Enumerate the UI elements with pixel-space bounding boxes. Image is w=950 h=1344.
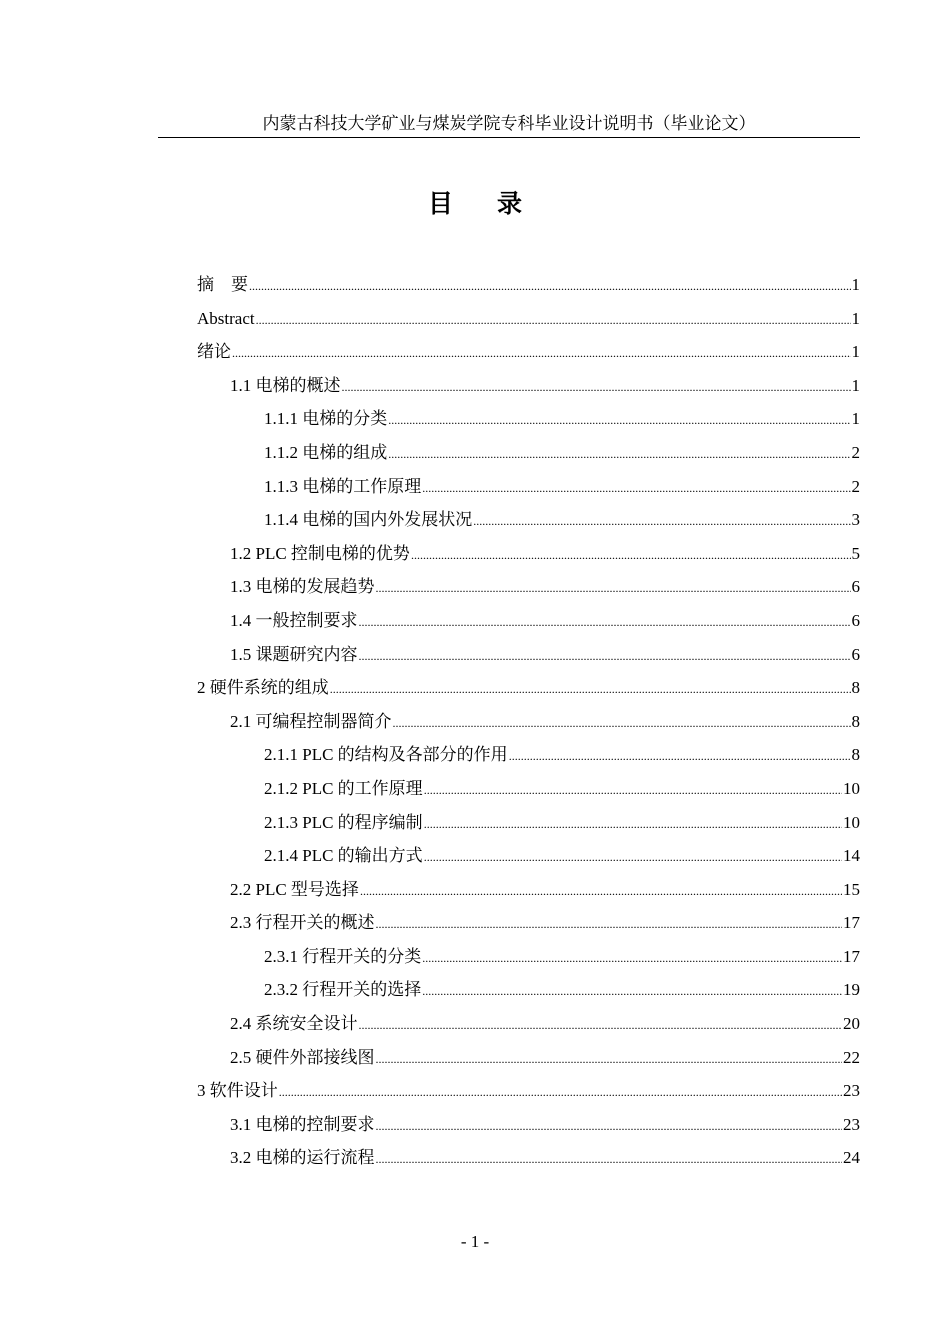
toc-leader-dots: [359, 640, 851, 674]
toc-leader-dots: [256, 304, 851, 338]
toc-leader-dots: [232, 337, 851, 371]
toc-leader-dots: [422, 975, 842, 1009]
toc-entry-page: 1: [851, 375, 860, 395]
toc-entry[interactable]: [197, 806, 860, 840]
toc-entry-label: 1.1.1 电梯的分类: [264, 409, 388, 429]
toc-leader-dots: [424, 841, 842, 875]
toc-entry[interactable]: [197, 402, 860, 436]
toc-leader-dots: [388, 404, 850, 438]
toc-leader-dots: [342, 371, 851, 405]
toc-entry-label: 3.2 电梯的运行流程: [230, 1148, 375, 1168]
toc-entry-label: 2.1.4 PLC 的输出方式: [264, 846, 423, 866]
toc-entry-page: 23: [843, 1114, 860, 1134]
toc-leader-dots: [411, 539, 851, 573]
toc-entry[interactable]: [197, 302, 860, 336]
toc-entry-label: 2.4 系统安全设计: [230, 1014, 358, 1034]
toc-leader-dots: [376, 908, 843, 942]
toc-entry-page: 2: [851, 442, 860, 462]
toc-entry-label: 2.3.1 行程开关的分类: [264, 946, 422, 966]
toc-entry-label: 2.3.2 行程开关的选择: [264, 980, 422, 1000]
toc-leader-dots: [473, 505, 850, 539]
toc-entry[interactable]: [197, 973, 860, 1007]
toc-entry[interactable]: [197, 268, 860, 302]
toc-entry-label: 2.1.1 PLC 的结构及各部分的作用: [264, 745, 508, 765]
toc-entry-label: 1.1.4 电梯的国内外发展状况: [264, 510, 473, 530]
toc-leader-dots: [359, 606, 851, 640]
toc-entry-page: 5: [851, 543, 860, 563]
toc-leader-dots: [376, 1043, 843, 1077]
toc-leader-dots: [376, 1110, 843, 1144]
toc-entry[interactable]: [197, 671, 860, 705]
toc-leader-dots: [376, 572, 851, 606]
toc-entry-page: 10: [843, 778, 860, 798]
toc-leader-dots: [388, 438, 850, 472]
toc-entry-page: 1: [851, 409, 860, 429]
toc-entry[interactable]: [197, 738, 860, 772]
toc-entry-label: 摘 要: [197, 275, 248, 294]
toc-entry[interactable]: [197, 369, 860, 403]
toc-entry-label: Abstract: [197, 308, 255, 328]
toc-entry-label: 1.1.3 电梯的工作原理: [264, 476, 422, 496]
toc-entry-label: 2.1 可编程控制器简介: [230, 711, 392, 731]
toc-leader-dots: [393, 707, 851, 741]
toc-leader-dots: [509, 740, 851, 774]
toc-entry-page: 22: [843, 1047, 860, 1067]
toc-entry-page: 6: [851, 644, 860, 664]
toc-entry[interactable]: [197, 1007, 860, 1041]
toc-entry-label: 1.2 PLC 控制电梯的优势: [230, 543, 410, 563]
toc-entry-label: 3 软件设计: [197, 1081, 278, 1101]
toc-entry-page: 20: [843, 1014, 860, 1034]
toc-entry[interactable]: [197, 1041, 860, 1075]
toc-entry[interactable]: [197, 772, 860, 806]
toc-entry[interactable]: [197, 537, 860, 571]
table-of-contents: [197, 268, 860, 1175]
toc-leader-dots: [279, 1076, 842, 1110]
toc-leader-dots: [359, 1009, 843, 1043]
toc-entry-page: 1: [851, 308, 860, 328]
toc-entry[interactable]: [197, 436, 860, 470]
toc-entry-page: 8: [851, 678, 860, 698]
toc-entry-page: 8: [851, 711, 860, 731]
toc-entry-page: 10: [843, 812, 860, 832]
toc-entry-page: 1: [851, 275, 860, 294]
toc-entry[interactable]: [197, 839, 860, 873]
toc-entry-page: 19: [843, 980, 860, 1000]
toc-entry-label: 2.1.3 PLC 的程序编制: [264, 812, 423, 832]
toc-entry-page: 17: [843, 946, 860, 966]
toc-entry-label: 1.3 电梯的发展趋势: [230, 577, 375, 597]
toc-entry[interactable]: [197, 1074, 860, 1108]
toc-leader-dots: [424, 808, 842, 842]
toc-leader-dots: [422, 942, 842, 976]
toc-entry-label: 3.1 电梯的控制要求: [230, 1114, 375, 1134]
toc-entry-label: 2.2 PLC 型号选择: [230, 879, 359, 899]
page-number: - 1 -: [460, 1232, 490, 1251]
toc-entry-page: 1: [851, 342, 860, 362]
toc-entry[interactable]: [197, 1141, 860, 1175]
toc-entry-label: 1.1 电梯的概述: [230, 375, 341, 395]
toc-entry-page: 3: [851, 510, 860, 530]
toc-entry[interactable]: [197, 1108, 860, 1142]
page-header: 内蒙古科技大学矿业与煤炭学院专科毕业设计说明书（毕业论文）: [158, 112, 860, 138]
toc-entry-page: 15: [843, 879, 860, 899]
toc-entry[interactable]: [197, 604, 860, 638]
toc-entry-page: 6: [851, 610, 860, 630]
toc-entry-label: 1.4 一般控制要求: [230, 610, 358, 630]
toc-entry-label: 2.3 行程开关的概述: [230, 913, 375, 933]
toc-entry-page: 14: [843, 846, 860, 866]
toc-leader-dots: [249, 270, 851, 304]
toc-entry-label: 2 硬件系统的组成: [197, 678, 329, 698]
toc-entry[interactable]: [197, 940, 860, 974]
toc-entry-page: 2: [851, 476, 860, 496]
toc-leader-dots: [330, 673, 851, 707]
toc-entry[interactable]: [197, 470, 860, 504]
toc-entry[interactable]: [197, 873, 860, 907]
page-title: 目录: [427, 189, 566, 218]
toc-leader-dots: [424, 774, 842, 808]
toc-leader-dots: [360, 875, 842, 909]
toc-entry-page: 17: [843, 913, 860, 933]
toc-entry-page: 24: [843, 1148, 860, 1168]
toc-leader-dots: [422, 472, 850, 506]
toc-entry-page: 23: [843, 1081, 860, 1101]
toc-entry-label: 1.1.2 电梯的组成: [264, 442, 388, 462]
toc-entry[interactable]: [197, 705, 860, 739]
toc-entry-label: 1.5 课题研究内容: [230, 644, 358, 664]
toc-entry-page: 6: [851, 577, 860, 597]
toc-entry[interactable]: [197, 638, 860, 672]
toc-entry-label: 2.1.2 PLC 的工作原理: [264, 778, 423, 798]
toc-entry[interactable]: [197, 503, 860, 537]
toc-entry[interactable]: [197, 906, 860, 940]
toc-entry[interactable]: [197, 570, 860, 604]
toc-leader-dots: [376, 1143, 843, 1177]
toc-entry[interactable]: [197, 335, 860, 369]
toc-entry-page: 8: [851, 745, 860, 765]
toc-entry-label: 绪论: [197, 342, 231, 362]
toc-entry-label: 2.5 硬件外部接线图: [230, 1047, 375, 1067]
